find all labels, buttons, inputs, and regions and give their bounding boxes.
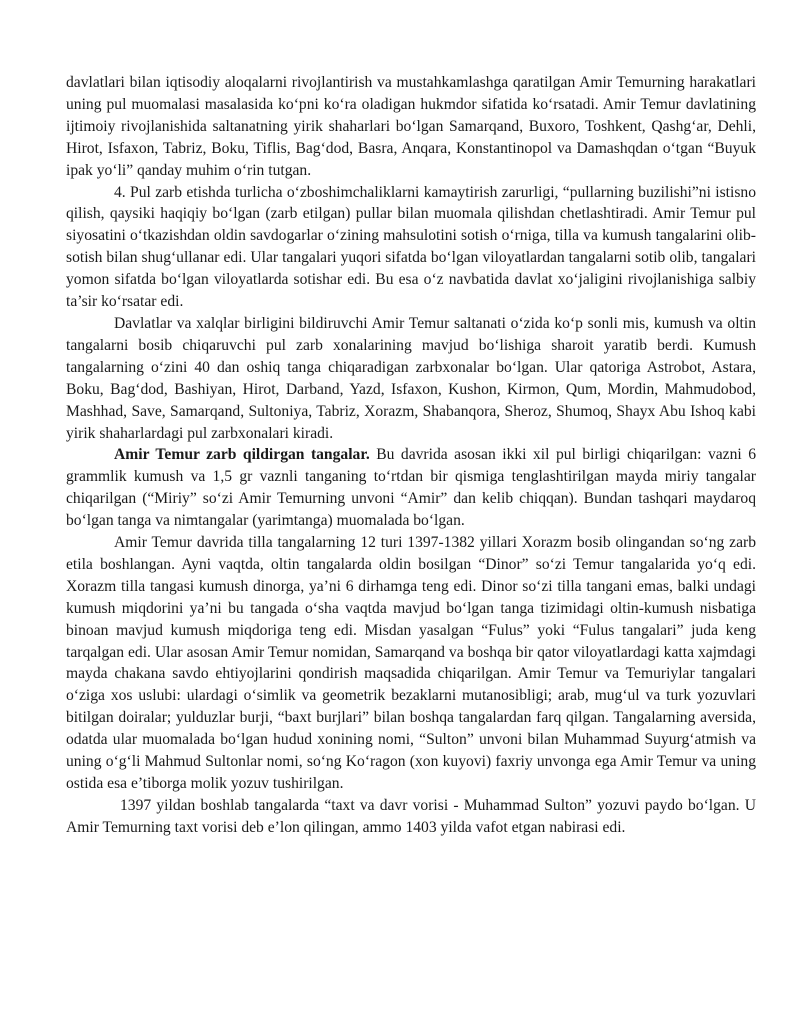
paragraph-text: Bu davrida asosan ikki xil pul birligi chiqarilgan: vazni 6 grammlik kumush va 1,5 gr vaznli tanganing to‘rtdan bir qismiga tenglashtirilgan mayda miriy tangalar chiqarilgan (“Miriy” so‘zi Amir Temurning unvoni “Amir” dan kelib chiqqan). Bundan tashqari maydaroq bo‘lgan tanga va nimtangalar (yarimtanga) muomalada bo‘lgan. xyxy=(66,446,756,530)
paragraph-text: Amir Temur davrida tilla tangalarning 12 turi 1397-1382 yillari Xorazm bosib olingandan so‘ng zarb etila boshlangan. Ayni vaqtda, oltin tangalarda oldin bosilgan “Dinor” so‘zi Temur tangalarida yo‘q edi. Xorazm tilla tangasi kumush dinorga, ya’ni 6 dirhamga teng edi. Dinor so‘zi tilla tangani emas, balki undagi kumush miqdorini ya’ni bu tangada o‘sha vaqtda mavjud bo‘lgan tanga tizimidagi oltin-kumush nisbatiga binoan mavjud kumush miqdoriga teng edi. Misdan yasalgan “Fulus” yoki “Fulus tangalari” juda keng tarqalgan edi. Ular asosan Amir Temur nomidan, Samarqand va boshqa bir qator viloyatlardagi katta xajmdagi mayda chakana savdo ehtiyojlarini qondirish maqsadida chiqarilgan. Amir Temur va Temuriylar tangalari o‘ziga xos uslubi: ulardagi o‘simlik va geometrik bezaklarni mutanosibligi; arab, mug‘ul va turk yozuvlari bitilgan doiralar; yulduzlar burji, “baxt burjlari” bilan boshqa tangalardan farq qilgan. Tangalarning aversida, odatda ular muomalada bo‘lgan hudud xonining nomi, “Sulton” unvoni bilan Muhammad Suyurg‘atmish va uning o‘g‘li Mahmud Sultonlar nomi, so‘ng Ko‘ragon (xon kuyovi) faxriy unvonga ega Amir Temur va uning ostida esa e’tiborga molik yozuv tushirilgan. xyxy=(66,534,756,792)
paragraph-gold-coins xyxy=(66,532,756,795)
paragraph-1397 xyxy=(66,795,756,839)
paragraph-coins-section xyxy=(66,444,756,532)
paragraph-text: 1397 yildan boshlab tangalarda “taxt va davr vorisi - Muhammad Sulton” yozuvi paydo bo‘lgan. U Amir Temurning taxt vorisi deb e’lon qilingan, ammo 1403 yilda vafot etgan nabirasi edi. xyxy=(66,796,756,836)
paragraph-mints xyxy=(66,313,756,444)
document-page xyxy=(66,72,756,839)
paragraph-text: davlatlari bilan iqtisodiy aloqalarni rivojlantirish va mustahkamlashga qaratilgan Amir Temurning harakatlari uning pul muomalasi masalasida ko‘pni ko‘ra oladigan hukmdor sifatida ko‘rsatadi. Amir Temur davlatining ijtimoiy rivojlanishida saltanatning yirik shaharlari bo‘lgan Samarqand, Buxoro, Toshkent, Qashg‘ar, Dehli, Hirot, Isfaxon, Tabriz, Boku, Tiflis, Bag‘dod, Basra, Anqara, Konstantinopol va Damashqdan o‘tgan “Buyuk ipak yo‘li” qanday muhim o‘rin tutgan. xyxy=(66,74,756,179)
paragraph-text: 4. Pul zarb etishda turlicha o‘zboshimchaliklarni kamaytirish zarurligi, “pullarning buzilishi”ni istisno qilish, qaysiki haqiqiy bo‘lgan (zarb etilgan) pullar bilan muomala qilishdan chetlashtiradi. Amir Temur pul siyosatini o‘tkazishdan oldin savdogarlar o‘zining mahsulotini sotish o‘rniga, tilla va kumush tangalarini olib-sotish bilan shug‘ullanar edi. Ular tangalari yuqori sifatda bo‘lgan viloyatlardan tangalarni sotib olib, tangalari yomon sifatda bo‘lgan viloyatlarda sotishar edi. Bu esa o‘z navbatida davlat xo‘jaligini rivojlanishiga salbiy ta’sir ko‘rsatar edi. xyxy=(66,183,756,311)
paragraph-continuation xyxy=(66,72,756,182)
paragraph-text: Davlatlar va xalqlar birligini bildiruvchi Amir Temur saltanati o‘zida ko‘p sonli mis, kumush va oltin tangalarni bosib chiqaruvchi pul zarb xonalarining mavjud bo‘lishiga sharoit yaratib berdi. Kumush tangalarning o‘zini 40 dan oshiq tanga chiqaradigan zarbxonalar bo‘lgan. Ular qatoriga Astrobot, Astara, Boku, Bag‘dod, Bashiyan, Hirot, Darband, Yazd, Isfaxon, Kushon, Kirmon, Qum, Mordin, Mahmudobod, Mashhad, Save, Samarqand, Sultoniya, Tabriz, Xorazm, Shabanqora, Sheroz, Shumoq, Shayx Abu Ishoq kabi yirik shaharlardagi pul zarbxonalari kiradi. xyxy=(66,314,756,442)
section-heading: Amir Temur zarb qildirgan tangalar. xyxy=(114,446,370,464)
paragraph-item-4 xyxy=(66,182,756,313)
